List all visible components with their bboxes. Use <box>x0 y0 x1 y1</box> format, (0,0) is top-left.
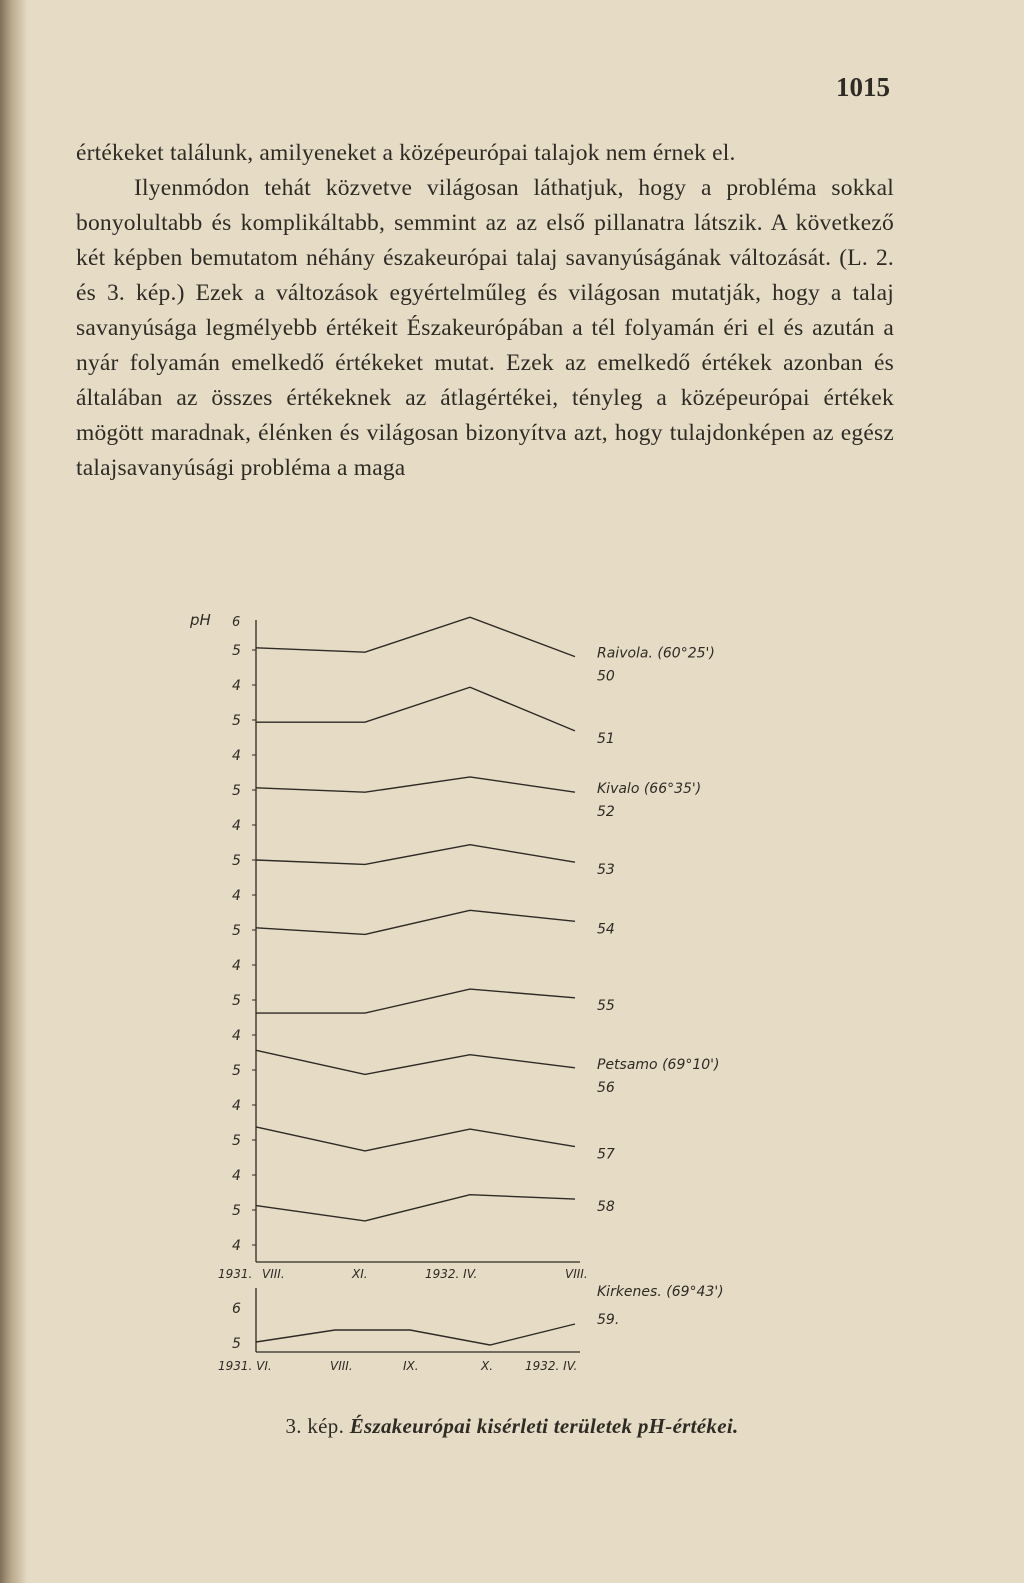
tick-label: 5 <box>232 643 241 659</box>
tick-label: 5 <box>232 853 241 869</box>
tick-label: 4 <box>232 888 241 904</box>
x-tick-label: VIII. <box>330 1359 353 1373</box>
x-tick-label: 1931. <box>218 1267 253 1281</box>
x-tick-label: 1932. IV. <box>525 1359 578 1373</box>
paragraph: Ilyenmódon tehát közvetve világosan láthatjuk, hogy a probléma sokkal bonyolultabb és komplikáltabb, semmint az az első pillanatra látszik. A következő két képben bemutatom néhány északeurópai talaj savanyúságának változását. (L. 2. és 3. kép.) Ezek a változások egyértelműleg és világosan mutatják, hogy a talaj savanyúsága legmélyebb értékeit Északeurópában a tél folyamán éri el és azután a nyár folyamán emelkedő értékeket mutat. Ezek az emelkedő értékek azonban és általában az összes értékeknek az átlagértékei, tényleg a középeurópai értékek mögött maradnak, élénken és világosan bizonyítva azt, hogy tulajdonképen az egész talajsavanyúsági probléma a maga <box>76 175 894 481</box>
series-number: 56 <box>597 1079 615 1096</box>
caption-number: 3. kép. <box>285 1414 345 1438</box>
series-label: Kivalo (66°35') <box>597 781 702 798</box>
x-tick-label: VIII. <box>262 1267 285 1281</box>
page-number: 1015 <box>836 72 890 102</box>
series-line <box>256 777 575 792</box>
tick-label: 4 <box>232 1168 241 1184</box>
tick-label: 5 <box>232 993 241 1009</box>
tick-label: 4 <box>232 958 241 974</box>
x-tick-label: IX. <box>403 1359 419 1373</box>
tick-label: 5 <box>232 1203 241 1219</box>
figure-caption <box>0 1414 1024 1439</box>
kirkenes-number: 59. <box>597 1312 620 1328</box>
x-tick-label: 1932. IV. <box>425 1267 478 1281</box>
tick-label: 6 <box>232 615 241 630</box>
tick-label: 4 <box>232 678 241 694</box>
series-number: 53 <box>597 862 615 879</box>
x-tick-label: XI. <box>352 1267 368 1281</box>
series-line <box>256 845 575 865</box>
kirkenes-label: Kirkenes. (69°43') <box>597 1284 724 1300</box>
series-number: 50 <box>597 668 615 685</box>
tick-label: 4 <box>232 748 241 764</box>
tick-label: 4 <box>232 818 241 834</box>
tick-label: 5 <box>232 1063 241 1079</box>
series-line <box>256 617 575 656</box>
x-tick-label: 1931. VI. <box>218 1359 272 1373</box>
series-number: 52 <box>597 804 615 821</box>
series-line <box>256 910 575 934</box>
series-number: 55 <box>597 997 615 1014</box>
tick-label: 4 <box>232 1238 241 1254</box>
kirkenes-series-line <box>256 1324 575 1345</box>
paragraph: értékeket találunk, amilyeneket a középeurópai talajok nem érnek el. <box>76 140 736 166</box>
series-label: Petsamo (69°10') <box>597 1056 720 1073</box>
x-tick-label: X. <box>481 1359 494 1373</box>
axis-title: pH <box>190 611 211 629</box>
series-line <box>256 1050 575 1074</box>
tick-label: 6 <box>232 1301 241 1317</box>
series-number: 57 <box>597 1146 615 1163</box>
tick-label: 5 <box>232 713 241 729</box>
tick-label: 5 <box>232 783 241 799</box>
series-line <box>256 1127 575 1151</box>
tick-label: 4 <box>232 1028 241 1044</box>
series-label: Raivola. (60°25') <box>597 645 715 662</box>
tick-label: 5 <box>232 923 241 939</box>
tick-label: 5 <box>232 1336 241 1352</box>
series-line <box>256 687 575 731</box>
series-number: 58 <box>597 1199 615 1216</box>
tick-label: 5 <box>232 1133 241 1149</box>
series-line <box>256 989 575 1013</box>
caption-title: Északeurópai kisérleti területek pH-értékei. <box>349 1414 739 1438</box>
series-line <box>256 1195 575 1221</box>
tick-label: 4 <box>232 1098 241 1114</box>
x-tick-label: VIII. <box>565 1267 588 1281</box>
series-number: 51 <box>597 730 615 747</box>
series-number: 54 <box>597 921 615 938</box>
